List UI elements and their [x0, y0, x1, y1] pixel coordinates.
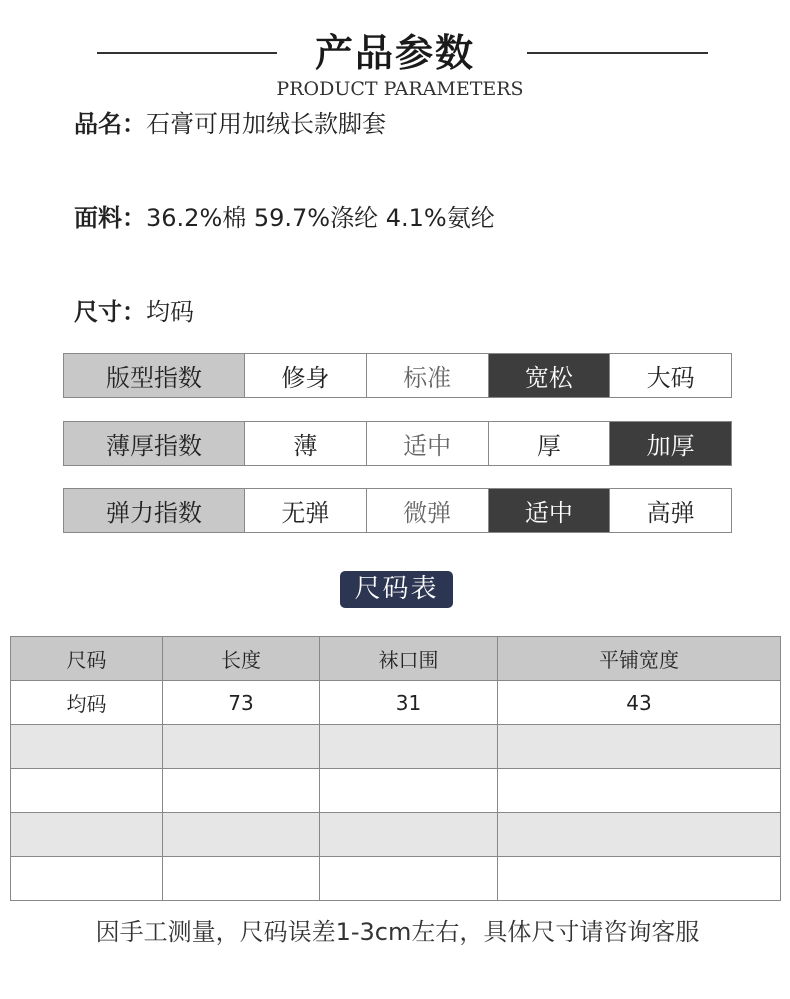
rating-option: 高弹 [609, 489, 731, 532]
table-row [11, 769, 781, 813]
table-cell [320, 725, 498, 769]
rating-option: 标准 [366, 354, 488, 397]
param-value: 36.2%棉 59.7%涤纶 4.1%氨纶 [146, 204, 495, 232]
param-label: 尺寸： [74, 298, 146, 326]
table-cell [320, 857, 498, 901]
rating-option: 微弹 [366, 489, 488, 532]
measurement-note: 因手工测量，尺码误差1-3cm左右，具体尺寸请咨询客服 [95, 918, 700, 946]
column-header-cuff: 袜口围 [320, 637, 498, 681]
rating-option: 无弹 [244, 489, 366, 532]
rating-label: 弹力指数 [64, 489, 244, 532]
page-title: 产品参数 [314, 31, 475, 75]
size-table [10, 636, 781, 901]
table-cell [320, 769, 498, 813]
rating-option: 宽松 [488, 354, 610, 397]
param-label: 品名： [74, 110, 146, 138]
column-header-size: 尺码 [11, 637, 163, 681]
rating-option: 薄 [244, 422, 366, 465]
rating-option: 大码 [609, 354, 731, 397]
table-cell: 均码 [11, 681, 163, 725]
table-cell [11, 725, 163, 769]
param-value: 石膏可用加绒长款脚套 [146, 110, 386, 138]
rating-elasticity [63, 488, 732, 533]
table-cell [320, 813, 498, 857]
rating-label: 薄厚指数 [64, 422, 244, 465]
table-cell [163, 769, 320, 813]
table-cell [163, 813, 320, 857]
table-cell [163, 725, 320, 769]
table-cell: 43 [498, 681, 781, 725]
table-header-row [11, 637, 781, 681]
column-header-length: 长度 [163, 637, 320, 681]
table-cell [498, 813, 781, 857]
param-size [74, 292, 194, 327]
param-label: 面料： [74, 204, 146, 232]
rating-option: 厚 [488, 422, 610, 465]
table-row [11, 813, 781, 857]
rating-label: 版型指数 [64, 354, 244, 397]
table-cell [11, 813, 163, 857]
rating-thickness [63, 421, 732, 466]
rating-option: 加厚 [609, 422, 731, 465]
table-row [11, 725, 781, 769]
table-row [11, 857, 781, 901]
table-cell [11, 769, 163, 813]
param-product-name [74, 104, 386, 139]
table-cell [498, 857, 781, 901]
rating-option: 适中 [488, 489, 610, 532]
rating-fit [63, 353, 732, 398]
header-divider-right [527, 52, 708, 54]
rating-option: 适中 [366, 422, 488, 465]
table-row [11, 681, 781, 725]
table-cell [498, 769, 781, 813]
table-cell: 73 [163, 681, 320, 725]
size-table-title: 尺码表 [340, 571, 453, 608]
table-cell [163, 857, 320, 901]
rating-option: 修身 [244, 354, 366, 397]
table-cell [498, 725, 781, 769]
table-cell: 31 [320, 681, 498, 725]
column-header-flat-width: 平铺宽度 [498, 637, 781, 681]
param-fabric [74, 198, 495, 233]
page-subtitle: PRODUCT PARAMETERS [276, 78, 524, 100]
param-value: 均码 [146, 298, 194, 326]
table-cell [11, 857, 163, 901]
